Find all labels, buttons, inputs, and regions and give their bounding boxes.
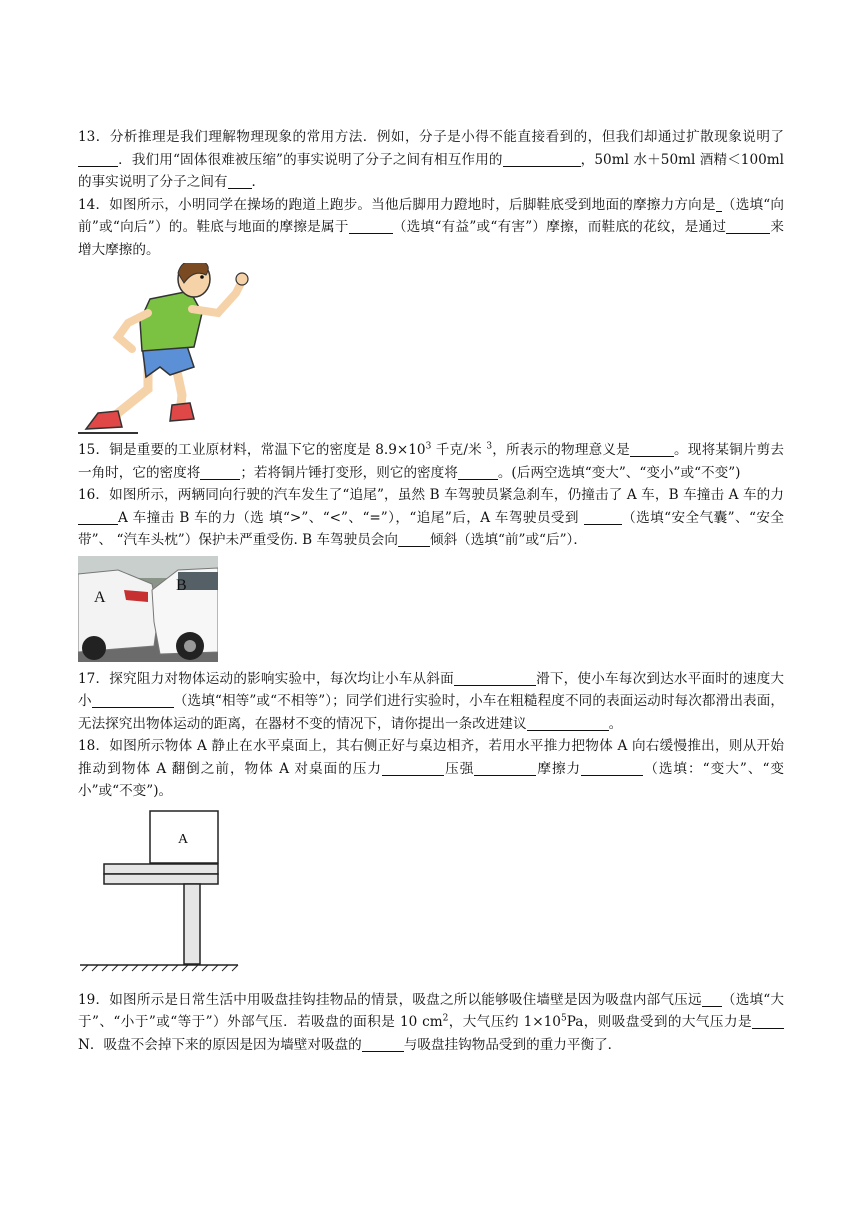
label-b: B xyxy=(176,576,187,594)
shirt xyxy=(140,291,202,351)
blank[interactable] xyxy=(92,693,174,708)
blank[interactable] xyxy=(752,1014,784,1029)
blank[interactable] xyxy=(503,152,581,167)
blank[interactable] xyxy=(78,152,118,167)
blank[interactable] xyxy=(581,761,643,776)
blank[interactable] xyxy=(630,442,674,457)
blank[interactable] xyxy=(726,219,770,234)
question-page xyxy=(78,126,784,1056)
eye xyxy=(200,275,204,279)
car-a-wheel xyxy=(82,636,106,660)
back-shoe xyxy=(86,411,122,429)
question-15: 15．铜是重要的工业原材料，常温下它的密度是 $8.9\times 10^3$ 千克/米 $^3$，所表示的物理意义是 。现将某铜片剪去一角时，它的密度将 ；若将铜片锤打变形，则它的密度将 。(后两空选填“变大”、“变小”或“不变”) xyxy=(78,441,785,481)
blank[interactable] xyxy=(474,761,536,776)
label-a: A xyxy=(94,588,106,606)
car-crash-photo xyxy=(78,556,218,662)
fist xyxy=(236,273,248,285)
blank[interactable] xyxy=(702,992,722,1007)
question-18: 18．如图所示物体 A 静止在水平桌面上，其右侧正好与桌边相齐，若用水平推力把物体 A 向右缓慢推出，则从开始推动到物体 A 翻倒之前，物体 A 对桌面的压力 压强 摩擦力 （选填：“变大”、“变小”或“不变”)。 xyxy=(78,738,785,799)
table-leg xyxy=(184,884,200,964)
question-17: 17．探究阻力对物体运动的影响实验中，每次均让小车从斜面 滑下，使小车每次到达水平面时的速度大小 （选填“相等”或“不相等”）；同学们进行实验时，小车在粗糙程度不同的表面运动时每次都滑出表面，无法探究出物体运动的距离，在器材不变的情况下，请你提出一条改进建议 。 xyxy=(78,670,785,732)
block-a-label: A xyxy=(178,831,189,847)
blank[interactable] xyxy=(584,510,622,525)
runner-figure xyxy=(78,263,268,435)
blank[interactable] xyxy=(398,532,430,547)
table-top xyxy=(104,864,218,874)
question-13: 13．分析推理是我们理解物理现象的常用方法．例如，分子是小得不能直接看到的，但我们却通过扩散现象说明了．我们用“固体很难被压缩”的事实说明了分子之间有相互作用的 ，50ml 水＋50ml 酒精＜100ml 的事实说明了分子之间有 ． xyxy=(78,129,784,190)
blank[interactable] xyxy=(454,671,536,686)
blank[interactable] xyxy=(527,716,609,731)
front-shoe xyxy=(170,403,194,421)
table-edge xyxy=(104,874,218,884)
blank[interactable] xyxy=(349,219,393,234)
question-19: 19．如图所示是日常生活中用吸盘挂钩挂物品的情景，吸盘之所以能够吸住墙壁是因为吸盘内部气压远 （选填“大于”、“小于”或“等于”）外部气压．若吸盘的面积是 10 $cm^2$，大气压约 $1\times 10^5Pa$，则吸盘受到的大气压力是N．吸盘不会掉下来的原因是因为墙壁对吸盘的 与吸盘挂钩物品受到的重力平衡了． xyxy=(78,991,784,1053)
table-block-figure xyxy=(78,807,258,975)
blank[interactable] xyxy=(78,510,118,525)
question-14: 14．如图所示，小明同学在操场的跑道上跑步。当他后脚用力蹬地时，后脚鞋底受到地面的摩擦力方向是 （选填“向前”或“向后”）的。鞋底与地面的摩擦是属于 （选填“有益”或“有害”）摩擦，而鞋底的花纹，是通过 来增大摩擦的。 xyxy=(78,196,785,258)
blank[interactable] xyxy=(200,465,240,480)
question-16: 16．如图所示，两辆同向行驶的汽车发生了“追尾”，虽然 B 车驾驶员紧急刹车，仍撞击了 A 车，B 车撞击 A 车的力A 车撞击 B 车的力（选 填“>”、“<”、“=”），“追尾”后，A 车驾驶员受到 （选填“安全气囊”、“安全带”、 “汽车头枕”）保护未严重受伤. B 车驾驶员会向 倾斜（选填“前”或“后”）． xyxy=(78,487,784,548)
blank[interactable] xyxy=(362,1037,404,1052)
blank[interactable] xyxy=(458,465,498,480)
ground-hatch xyxy=(82,965,238,971)
blank[interactable] xyxy=(228,174,252,189)
blank[interactable] xyxy=(382,761,444,776)
